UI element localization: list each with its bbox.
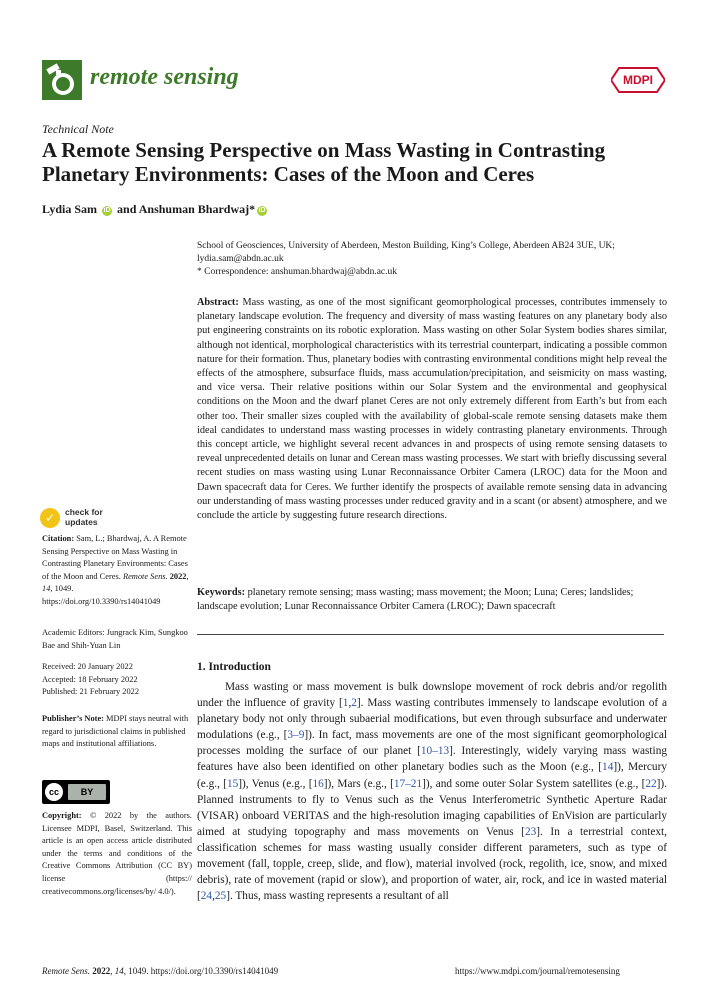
text-segment: , (348, 697, 352, 710)
corresponding-mark: * (249, 202, 256, 216)
text-segment: ]), Mercury (e.g., [ (197, 761, 667, 790)
footer-doi[interactable]: , 1049. https://doi.org/10.3390/rs14041049 (123, 966, 279, 976)
accepted-date: Accepted: 18 February 2022 (42, 674, 138, 684)
reference-link[interactable]: 3–9 (287, 729, 305, 742)
mdpi-logo-text: MDPI (623, 73, 653, 87)
author-name[interactable]: Anshuman Bhardwaj (138, 202, 250, 216)
check-label-line2: updates (65, 517, 98, 527)
dates-block (42, 661, 192, 699)
reference-link[interactable]: 23 (524, 825, 537, 838)
publisher-note-label: Publisher’s Note: (42, 714, 104, 723)
citation-doi-link[interactable]: https://doi.org/10.3390/rs14041049 (42, 596, 161, 606)
academic-editors: Academic Editors: Jungrack Kim, Sungkoo Bae and Shih-Yuan Lin (42, 628, 188, 650)
footer-citation: Remote Sens. 2022, 14, 1049. https://doi.org/10.3390/rs14041049 (42, 966, 279, 976)
text-segment: ]. In a terrestrial context, classification schemes for mass wasting usually consider different parameters, such as type of movement (fall, topple, creep, slide, and flow), material involved (rock, regolith, ice, snow, and mixed debris), rate of movement (rapid or slow), and proportion of water, air, rock, and ice in wasted material [ (197, 825, 667, 903)
reference-link[interactable]: 25 (214, 890, 227, 903)
correspondence: * Correspondence: anshuman.bhardwaj@abdn.ac.uk (197, 267, 398, 277)
reference-link[interactable]: 24 (200, 890, 213, 903)
footer-journal-url[interactable]: https://www.mdpi.com/journal/remotesensing (455, 966, 620, 976)
reference-link[interactable]: 17–21 (393, 777, 423, 790)
journal-logo-icon (42, 60, 82, 100)
abstract (197, 296, 667, 523)
section-heading: 1. Introduction (197, 661, 271, 673)
orcid-icon[interactable]: iD (103, 207, 111, 214)
author-join: and (117, 202, 137, 216)
text-segment: ]), Mars (e.g., [ (323, 777, 394, 790)
author-list (42, 202, 269, 217)
mdpi-logo-icon[interactable] (611, 66, 665, 94)
introduction-paragraph (197, 679, 667, 904)
cc-by-license-icon[interactable] (42, 780, 110, 804)
orcid-icon[interactable]: iD (258, 207, 266, 214)
copyright-block (42, 810, 192, 898)
keywords (197, 586, 667, 614)
affiliation-block (197, 240, 667, 279)
article-title: A Remote Sensing Perspective on Mass Wasting in Contrasting Planetary Environments: Cases of the Moon and Ceres (42, 138, 606, 186)
by-icon: BY (68, 784, 106, 800)
footer-journal: Remote Sens. (42, 966, 90, 976)
reference-link[interactable]: 15 (226, 777, 239, 790)
text-segment: , (212, 890, 215, 903)
abstract-label: Abstract: (197, 297, 239, 308)
publisher-note-text: MDPI stays neutral with regard to jurisdictional claims in published maps and institutional affiliations. (42, 714, 189, 749)
article-type: Technical Note (42, 122, 114, 136)
text-segment: ]), Venus (e.g., [ (238, 777, 313, 790)
check-for-updates-button[interactable] (40, 506, 120, 530)
reference-link[interactable]: 14 (602, 761, 614, 774)
text-segment: ]). Planned instruments to fly to Venus such as the Venus Interferometric Synthetic Aperture Radar (VISAR) onboard VERITAS and the high-resolution imaging capabilities of EnVision are particularly aimed at studying topography and mass movements on Venus [ (197, 777, 667, 838)
citation-block: Citation: Sam, L.; Bhardwaj, A. A Remote Sensing Perspective on Mass Wasting in Contrasting Planetary Environments: Cases of the Moon and Ceres. Remote Sens. 2022, 14, 1049. https://doi.org/10.3390/rs14041049 (42, 534, 189, 606)
reference-link[interactable]: 1 (342, 697, 349, 710)
copyright-text: © 2022 by the authors. Licensee MDPI, Basel, Switzerland. This article is an open access article distributed under the terms and conditions of the Creative Commons Attribution (CC BY) license (https:// creativecommons.org/licenses/by/ 4.0/). (42, 811, 193, 896)
divider (197, 634, 664, 635)
citation-pages: 1049. (54, 584, 74, 594)
cc-icon: cc (45, 783, 63, 801)
received-date: Received: 20 January 2022 (42, 662, 133, 671)
check-icon: ✓ (40, 508, 60, 528)
keywords-text: planetary remote sensing; mass wasting; mass movement; the Moon; Luna; Ceres; landslides; landscape evolution; Lunar Reconnaissance Orbiter Camera (LROC); Dawn spacecraft (197, 587, 634, 613)
citation-journal: Remote Sens. (122, 571, 168, 581)
text-segment: ]. Interestingly, widely varying mass wasting features have also been identified on other planetary bodies such as the Moon (e.g., [ (197, 745, 667, 774)
affiliation: School of Geosciences, University of Aberdeen, Meston Building, King’s College, Aberdeen AB24 3UE, UK; lydia.sam@abdn.ac.uk (197, 241, 615, 264)
footer-year: 2022 (92, 966, 111, 976)
author-name[interactable]: Lydia Sam (42, 202, 98, 216)
publisher-note (42, 713, 192, 751)
text-segment: ]. Thus, mass wasting represents a resultant of all (226, 890, 449, 903)
citation-label: Citation: (42, 534, 75, 543)
text-segment: ]). In fact, mass movements are one of the most significant geomorphological processes molding the surface of our planet [ (197, 729, 667, 758)
check-label-line1: check for (65, 507, 103, 517)
citation-year: 2022 (169, 571, 187, 581)
journal-name[interactable]: remote sensing (90, 64, 239, 90)
abstract-text: Mass wasting, as one of the most significant geomorphological processes, contributes immensely to planetary landscape evolution. The frequency and diversity of mass wasting features on any planetary body also put engineering constraints on its robotic exploration. Mass wasting on other Solar System bodies shares similar, although not identical, morphological characteristics with its terrestrial counterpart, indicating a possible common nature for their formation. Thus, planetary bodies with contrasting environmental conditions might help reveal the effects of the atmosphere, subsurface fluids, mass accumulation/precipitation, and seismicity on mass wasting, and vice versa. Their relative positions within our Solar System and the environmental and geophysical conditions on the Moon and the dwarf planet Ceres are not only extremely different from Earth’s but from each other too. Their smaller sizes coupled with the availability of global-scale remote sensing datasets make them ideal candidates to understand mass wasting processes in widely contrasting planetary environments. Through this concept article, we highlight several recent advances in and prospects of using remote sensing datasets to reveal unprecedented details on lunar and Cerean mass wasting processes. We start with briefly discussing several recent studies on mass wasting using Lunar Reconnaissance Orbiter Camera (LROC) data for the Moon and Dawn spacecraft data for Ceres. We further identify the prospects of available remote sensing data in advancing our understanding of mass wasting processes under reduced gravity and in a scant (or absent) atmosphere, and we conclude the article by suggesting future research directions. (197, 297, 667, 522)
footer-volume: 14 (114, 966, 124, 976)
reference-link[interactable]: 10–13 (420, 745, 450, 758)
text-segment: Mass wasting or mass movement is bulk downslope movement of rock debris and/or regolith under the influence of gravity [ (197, 681, 667, 710)
reference-link[interactable]: 16 (312, 777, 324, 790)
published-date: Published: 21 February 2022 (42, 687, 140, 697)
text-segment: ]. Mass wasting contributes immensely to landscape evolution of a planetary body not only through subaerial modifications, but even through subsurface and underwater modulations (e.g., [ (197, 697, 667, 742)
citation-text: Sam, L.; Bhardwaj, A. A Remote Sensing Perspective on Mass Wasting in Contrasting Planetary Environments: Cases of the Moon and Ceres. (42, 534, 188, 581)
reference-link[interactable]: 2 (351, 697, 357, 710)
reference-link[interactable]: 22 (645, 777, 657, 790)
text-segment: ]), and some outer Solar System satellites (e.g., [ (422, 777, 646, 790)
citation-volume: 14 (42, 584, 51, 594)
keywords-label: Keywords: (197, 587, 246, 598)
copyright-label: Copyright: (42, 811, 82, 820)
